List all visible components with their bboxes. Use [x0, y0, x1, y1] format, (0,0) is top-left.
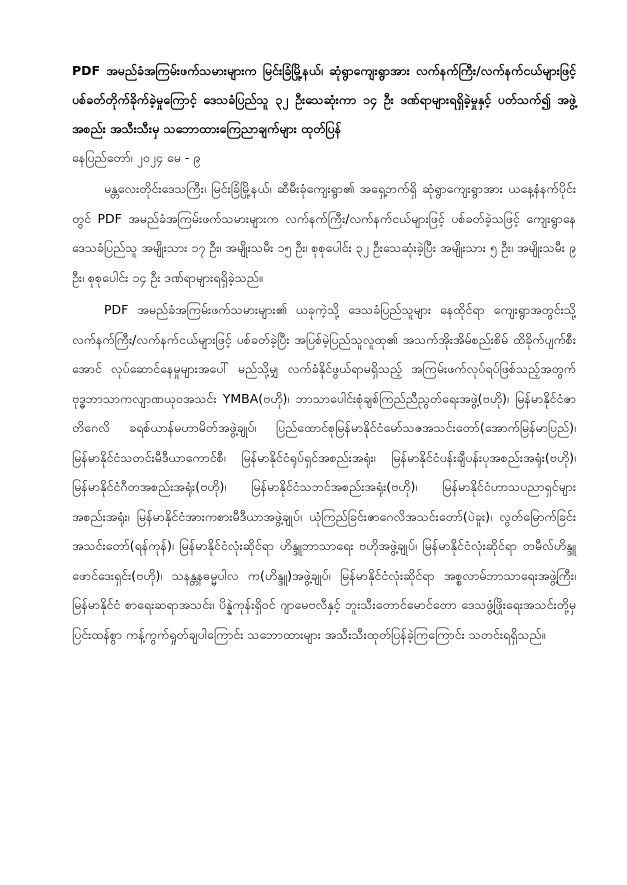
document-page — [72, 56, 576, 652]
paragraph-2: PDF အမည်ခံအကြမ်းဖက်သမားများ၏ ယခုကဲ့သို့ ဒေသခံပြည်သူများ နေထိုင်ရာ ကျေးရွာအတွင်းသို့ လက်နက်ကြီး/လက်နက်ငယ်များဖြင့် ပစ်ခတ်ခဲ့ပြီး အပြစ်မဲ့ပြည်သူလူထု၏ အသက်အိုးအိမ်စည်းစိမ် ထိခိုက်ပျက်စီးအောင် လုပ်ဆောင်နေမှုများအပေါ် မည်သို့မျှ လက်ခံနိုင်ဖွယ်ရာမရှိသည့် အကြမ်းဖက်လုပ်ရပ်ဖြစ်သည့်အတွက် ဗုဒ္ဓဘာသာကလျာဏယုဝအသင်း YMBA(ဗဟို)၊ ဘာသာပေါင်းစုံချစ်ကြည်ညီညွတ်ရေးအဖွဲ့(ဗဟို)၊ မြန်မာနိုင်ငံဇာတိဂေလိ ခရစ်ယာန်မဟာမိတ်အဖွဲ့ချုပ်၊ ပြည်ထောင်စုမြန်မာနိုင်ငံမော်သဇအသင်းတော်(အောက်မြန်မာပြည်)၊ မြန်မာနိုင်ငံသတင်းမီဒီယာကောင်စီ၊ မြန်မာနိုင်ငံရုပ်ရှင်အစည်းအရုံး၊ မြန်မာနိုင်ငံပန်းချီပန်းပုအစည်းအရုံး(ဗဟို)၊ မြန်မာနိုင်ငံဂီတအစည်းအရုံး(ဗဟို)၊ မြန်မာနိုင်ငံသဘင်အစည်းအရုံး(ဗဟို)၊ မြန်မာနိုင်ငံဟာသပညာရှင်များအစည်းအရုံး၊ မြန်မာနိုင်ငံအားကစားမီဒီယာအဖွဲ့ချုပ်၊ ယုံကြည်ခြင်းဇာဂေလိအသင်းတော်(ပဲခူး)၊ လွတ်မြောက်ခြင်းအသင်းတော်(ရန်ကုန်)၊ မြန်မာနိုင်ငံလုံးဆိုင်ရာ ဟိန္ဒူဘာသာရေး ဗဟိုအဖွဲ့ချုပ်၊ မြန်မာနိုင်ငံလုံးဆိုင်ရာ တမီလ်ဟိန္ဒူဖောင်ဒေးရှင်း(ဗဟို)၊ သနန္တနဓမ္မပါလ က(ဟိန္ဒူ)အဖွဲ့ချုပ်၊ မြန်မာနိုင်ငံလုံးဆိုင်ရာ အစ္စလာမ်ဘာသာရေးအဖွဲ့ကြီး၊ မြန်မာနိုင်ငံ စာရေးဆရာအသင်း၊ ပိန္နဲကုန်းရှိဝင် ဂျာမေဗလီနှင့် ဘူးသီးတောင်မောင်တော ဒေသဖွံ့ဖြိုးရေးအသင်းတို့မှ ပြင်းထန်စွာ ကန့်ကွက်ရှုတ်ချပါကြောင်း သဘောထားများ အသီးသီးထုတ်ပြန်ခဲ့ကြကြောင်း သတင်းရရှိသည်။ — [72, 302, 576, 642]
dateline: နေပြည်တော်၊ ၂၀၂၄ မေ - ၉ — [72, 150, 201, 165]
article-title: PDF အမည်ခံအကြမ်းဖက်သမားများက မြင်းခြံမြို့နယ်၊ ဆုံရွာကျေးရွာအား လက်နက်ကြီး/လက်နက်ငယ်များဖြင့် ပစ်ခတ်တိုက်ခိုက်ခဲ့မှုကြောင့် ဒေသခံပြည်သူ ၃၂ ဦးသေဆုံးကာ ၁၄ ဦး ဒဏ်ရာများရရှိခဲ့မှုနှင့် ပတ်သက်၍ အဖွဲ့အစည်း အသီးသီးမှ သဘောထားကြေညာချက်များ ထုတ်ပြန် — [72, 63, 576, 136]
paragraph-1: မန္တလေးတိုင်းဒေသကြီး၊ မြင်းခြံမြို့နယ်၊ ဆီမီးခုံကျေးရွာ၏ အရှေ့ဘက်ရှိ ဆုံရွာကျေးရွာအား ယနေ့နံနက်ပိုင်းတွင် PDF အမည်ခံအကြမ်းဖက်သမားများက လက်နက်ကြီး/လက်နက်ငယ်များဖြင့် ပစ်ခတ်ခဲ့သဖြင့် ကျေးရွာနေ ဒေသခံပြည်သူ အမျိုးသား ၁၇ ဦး၊ အမျိုးသမီး ၁၅ ဦး၊ စုစုပေါင်း ၃၂ ဦးသေဆုံးခဲ့ပြီး အမျိုးသား ၅ ဦး၊ အမျိုးသမီး ၉ ဦး၊ စုစုပေါင်း ၁၄ ဦး ဒဏ်ရာများရရှိခဲ့သည်။ — [72, 181, 576, 285]
